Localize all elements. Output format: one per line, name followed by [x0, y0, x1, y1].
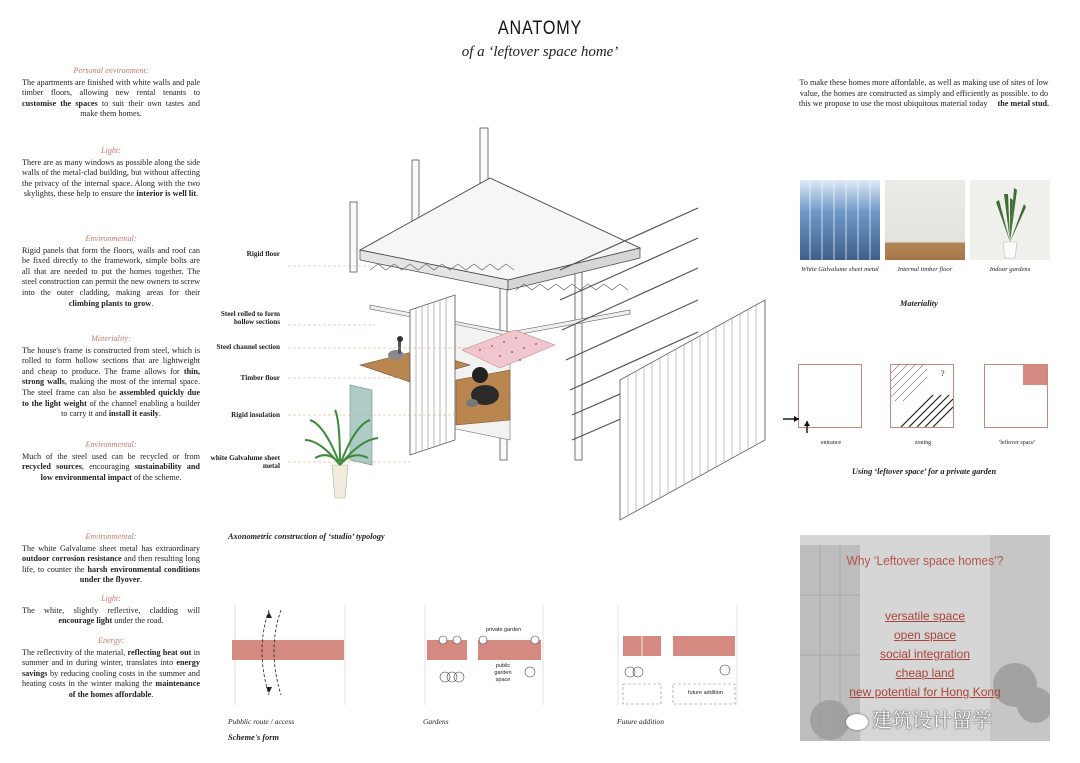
scheme-caption: Scheme's form [228, 733, 279, 742]
cladding-panel [620, 300, 765, 520]
leftover-block [1023, 365, 1047, 385]
diagram-label-leftover: ‘leftover space’ [998, 440, 1036, 446]
text-block-light: Light: There are as many windows as possible along the side walls of the metal-clad building, but without affecting the privacy of the internal space. Along with the two skylights, these help to ensure the interior is well lit. [22, 146, 200, 199]
diagram-label-entrance: entrance [820, 440, 842, 446]
label-timber-floor: Timber floor [240, 374, 280, 382]
zoning-question-mark: ? [941, 369, 945, 378]
text-block-environmental-1: Environmental: Rigid panels that form the floors, walls and roof can be fixed directly to the framework, simple bolts are all that are needed to put the homes together. The steel construction can permit the new owners to screw into the outer cladding, making areas for their climbing plants to grow. [22, 234, 200, 308]
materiality-title: Materiality [900, 299, 938, 308]
watermark: 建筑设计留学 [846, 704, 992, 733]
diagram-label-zoning: zoning [914, 440, 932, 446]
corrugated-wall [410, 295, 455, 455]
photo-caption-galvalume: White Galvalume sheet metal [801, 266, 879, 273]
roof-slab [360, 178, 640, 290]
why-item-cheap-land: cheap land [895, 666, 955, 680]
page-subtitle: of a ‘leftover space home’ [461, 44, 619, 60]
text-block-energy: Energy: The reflectivity of the material, reflecting heat out in summer and in during winter, translates into energy savings by reducing cooling costs in the summer and heating costs in the winter making the maintenance of the homes affordable. [22, 636, 200, 699]
why-item-social: social integration [879, 647, 971, 661]
scheme-label-gardens: Gardens [423, 717, 449, 726]
text-block-environmental-3: Environmental: The white Galvalume sheet metal has extraordinary outdoor corrosion resistance and then resulting long life, to counter the harsh environmental conditions under the flyover. [22, 532, 200, 585]
why-item-versatile: versatile space [884, 609, 966, 623]
axonometric-drawing [200, 120, 780, 530]
scheme-label-route: Pubblic route / access [228, 717, 295, 726]
diagram-entrance [798, 364, 862, 428]
note-private-garden: private garden [486, 627, 522, 633]
text-block-personal-environment: Personal environment: The apartments are finished with white walls and pale timber floors, allowing new rental tenants to customise the spaces to suit their own tastes and make them homes. [22, 66, 200, 119]
photo-indoor-garden [970, 180, 1050, 260]
wechat-icon [846, 714, 868, 730]
scheme-label-future: Future addition [617, 717, 665, 726]
why-item-open: open space [893, 628, 957, 642]
scheme-diagrams [225, 600, 745, 715]
note-future-addition: future addition [688, 690, 723, 696]
note-public-garden: public garden space [494, 663, 512, 683]
label-galvalume: white Galvalume sheet metal [210, 454, 280, 470]
label-steel-rolled: Steel rolled to form hollow sections [220, 310, 280, 326]
text-block-environmental-2: Environmental: Much of the steel used can be recycled or from recycled sources, encouraging sustainability and low environmental impact of the scheme. [22, 440, 200, 482]
page-title: ANATOMY [497, 18, 583, 39]
diagram-zoning [890, 364, 954, 428]
why-item-new-potential: new potential for Hong Kong [849, 685, 1001, 699]
photo-timber-floor [885, 180, 965, 260]
label-rigid-insulation: Rigid insulation [231, 411, 280, 419]
label-rigid-floor: Rigid floor [246, 250, 280, 258]
text-block-light-2: Light: The white, slightly reflective, cladding will encourage light under the road. [22, 594, 200, 626]
intro-text: To make these homes more affordable, as well as making use of sites of low value, the homes are constructed as simply and efficiently as possible. to do this we propose to use the most ubiquitous material today the metal stud. [798, 78, 1050, 109]
text-block-materiality: Materiality: The house's frame is constructed from steel, which is rolled to form hollow sections that are lightweight and cheap to produce. The frame allows for thin, strong walls, making the most of the internal space. The steel frame can also be assembled quickly due to the light weight of the channel enabling a builder to carry it and install it easily. [22, 334, 200, 419]
photo-galvalume [800, 180, 880, 260]
why-title: Why ‘Leftover space homes’? [846, 553, 1004, 568]
garden-caption: Using ‘leftover space’ for a private garden [852, 467, 997, 476]
diagram-leftover-space [984, 364, 1048, 428]
axo-caption: Axonometric construction of ‘studio’ typology [228, 532, 385, 541]
photo-caption-timber: Internal timber floor [897, 266, 953, 273]
photo-caption-garden: Indoor gardens [989, 266, 1031, 273]
label-steel-channel: Steel channel section [216, 343, 280, 351]
